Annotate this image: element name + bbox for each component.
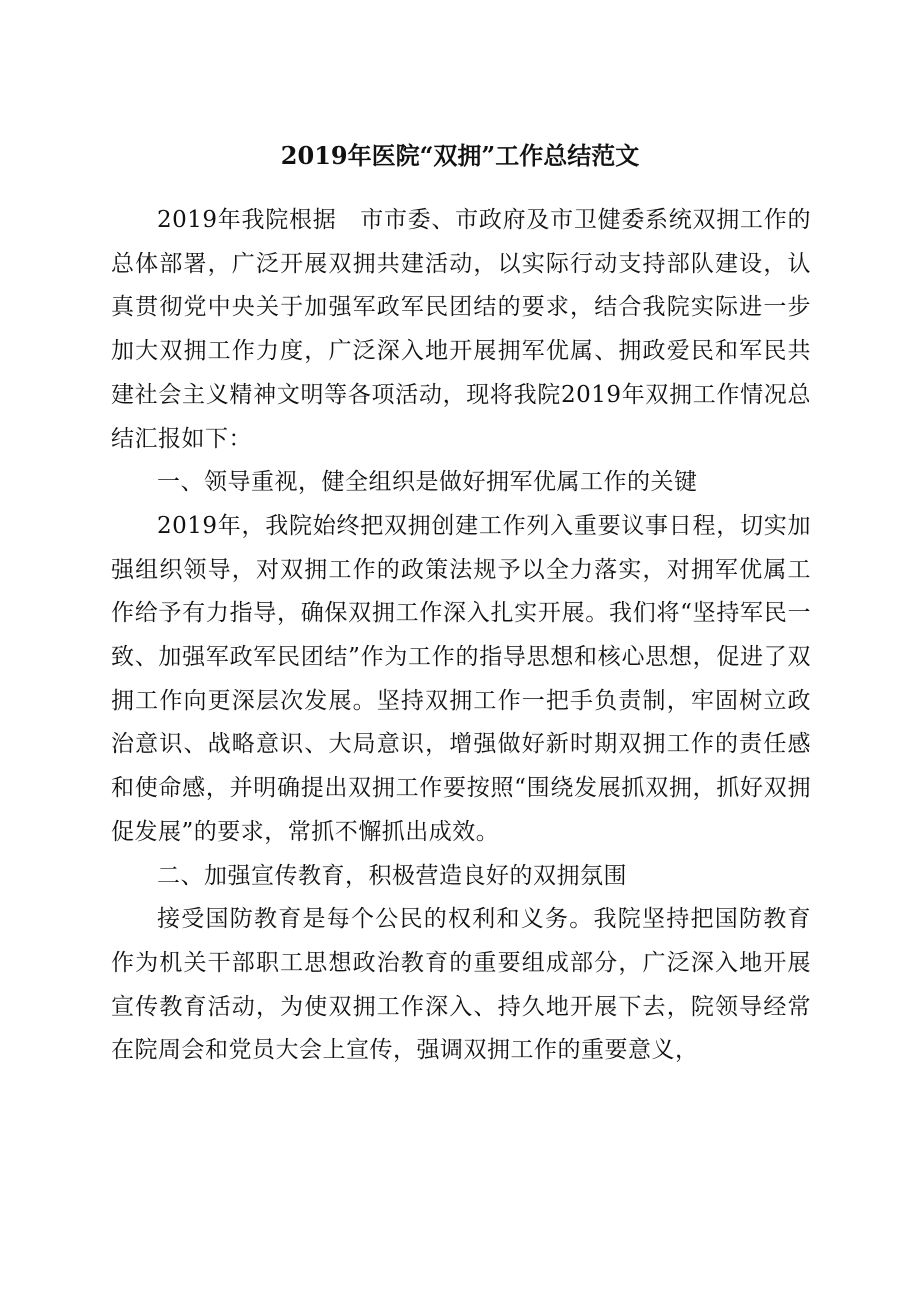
section-2-heading: 二、加强宣传教育，积极营造良好的双拥氛围 [157,862,627,889]
document-body [111,199,811,1073]
section-1-paragraph: 2019年，我院始终把双拥创建工作列入重要议事日程，切实加强组织领导，对双拥工作的政策法规予以全力落实，对拥军优属工作给予有力指导，确保双拥工作深入扎实开展。我们将“坚持军民一致、加强军政军民团结”作为工作的指导思想和核心思想，促进了双拥工作向更深层次发展。坚持双拥工作一把手负责制，牢固树立政治意识、战略意识、大局意识，增强做好新时期双拥工作的责任感和使命感，并明确提出双拥工作要按照“围绕发展抓双拥，抓好双拥促发展”的要求，常抓不懈抓出成效。 [111,512,811,845]
document-title: 2019年医院“双拥”工作总结范文 [280,141,640,170]
intro-paragraph: 2019年我院根据 市市委、市政府及市卫健委系统双拥工作的总体部署，广泛开展双拥共建活动，以实际行动支持部队建设，认真贯彻党中央关于加强军政军民团结的要求，结合我院实际进一步加大双拥工作力度，广泛深入地开展拥军优属、拥政爱民和军民共建社会主义精神文明等各项活动，现将我院2019年双拥工作情况总结汇报如下： [111,207,811,452]
section-1-heading: 一、领导重视，健全组织是做好拥军优属工作的关键 [157,469,698,496]
section-2-paragraph: 接受国防教育是每个公民的权利和义务。我院坚持把国防教育作为机关干部职工思想政治教育的重要组成部分，广泛深入地开展宣传教育活动，为使双拥工作深入、持久地开展下去，院领导经常在院周会和党员大会上宣传，强调双拥工作的重要意义， [111,906,811,1064]
